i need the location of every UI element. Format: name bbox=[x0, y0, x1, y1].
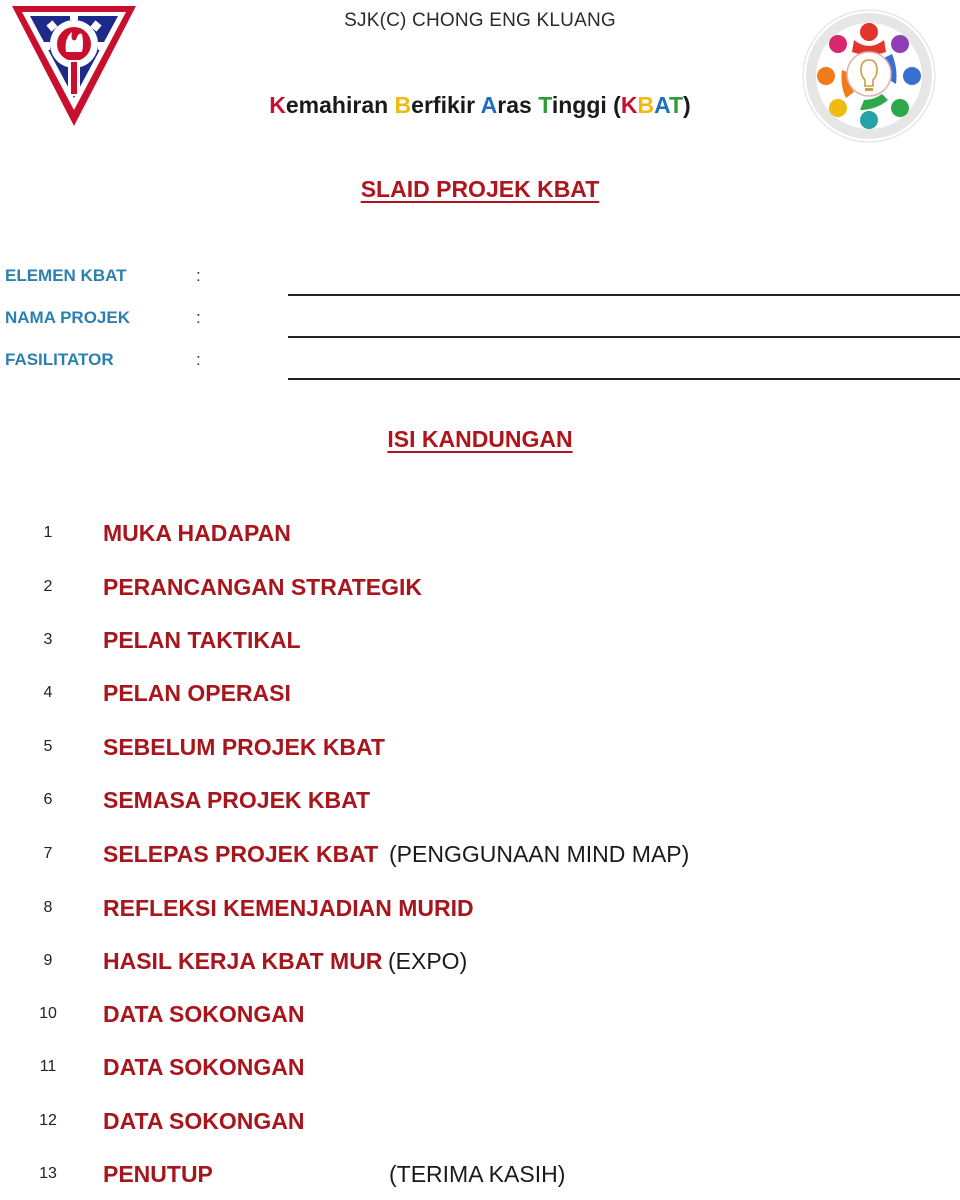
kbat-title-initial-b: B bbox=[394, 92, 412, 118]
kbat-title-word-2: erfikir bbox=[411, 92, 481, 118]
toc-item-title: PELAN OPERASI bbox=[103, 680, 291, 706]
field-colon: : bbox=[196, 350, 201, 369]
kbat-title-word-3: ras bbox=[497, 92, 539, 118]
toc-item-note: (EXPO) bbox=[388, 948, 468, 974]
toc-item-note: (TERIMA KASIH) bbox=[389, 1161, 566, 1187]
toc-number: 10 bbox=[39, 1005, 57, 1022]
nama-projek-line bbox=[288, 336, 960, 338]
toc-item-title: SEMASA PROJEK KBAT bbox=[103, 787, 371, 813]
toc-item-title: HASIL KERJA KBAT MUR bbox=[103, 948, 383, 974]
elemen-kbat-line bbox=[288, 294, 960, 296]
toc-item-title: REFLEKSI KEMENJADIAN MURID bbox=[103, 895, 474, 921]
toc-item-title: PERANCANGAN STRATEGIK bbox=[103, 574, 423, 600]
toc-item-title: DATA SOKONGAN bbox=[103, 1001, 305, 1027]
slaid-title: SLAID PROJEK KBAT bbox=[360, 176, 600, 202]
kbat-title-close: ) bbox=[683, 92, 691, 118]
school-name: SJK(C) CHONG ENG KLUANG bbox=[344, 10, 616, 31]
toc-number: 2 bbox=[43, 578, 53, 595]
toc-number: 5 bbox=[43, 738, 53, 755]
field-label-fasilitator: FASILITATOR bbox=[5, 350, 114, 369]
kbat-abbr-a: A bbox=[654, 92, 669, 118]
toc-number: 13 bbox=[39, 1165, 57, 1182]
isi-kandungan-title: ISI KANDUNGAN bbox=[387, 426, 573, 452]
field-colon: : bbox=[196, 266, 201, 285]
kbat-title-word-4: inggi ( bbox=[551, 92, 621, 118]
toc-number: 1 bbox=[43, 524, 53, 541]
toc-number: 8 bbox=[43, 899, 53, 916]
toc-item-title: PELAN TAKTIKAL bbox=[103, 627, 301, 653]
toc-item-title: SEBELUM PROJEK KBAT bbox=[103, 734, 385, 760]
toc-number: 4 bbox=[43, 684, 53, 701]
kbat-abbr-t: T bbox=[668, 92, 684, 118]
kbat-title-initial-t: T bbox=[538, 92, 552, 118]
kbat-title-word-1: emahiran bbox=[285, 92, 395, 118]
toc-item-title: DATA SOKONGAN bbox=[103, 1108, 305, 1134]
field-colon: : bbox=[196, 308, 201, 327]
kbat-abbr-k: K bbox=[620, 92, 638, 118]
toc-number: 12 bbox=[39, 1112, 57, 1129]
fasilitator-line bbox=[288, 378, 960, 380]
toc-number: 7 bbox=[43, 845, 53, 862]
toc-item-title: MUKA HADAPAN bbox=[103, 520, 291, 546]
toc-number: 9 bbox=[43, 952, 53, 969]
toc-item-title: PENUTUP bbox=[103, 1161, 213, 1187]
kbat-title-initial-a: A bbox=[480, 92, 498, 118]
kbat-title-initial-k: K bbox=[269, 92, 286, 118]
kbat-circle-logo-icon bbox=[800, 6, 938, 146]
toc-number: 6 bbox=[43, 791, 53, 808]
toc-item-title: DATA SOKONGAN bbox=[103, 1054, 305, 1080]
field-label-elemen-kbat: ELEMEN KBAT bbox=[5, 266, 127, 285]
kbat-abbr-b: B bbox=[637, 92, 655, 118]
toc-number: 11 bbox=[39, 1058, 57, 1075]
field-label-nama-projek: NAMA PROJEK bbox=[5, 308, 130, 327]
toc-number: 3 bbox=[43, 631, 53, 648]
toc-item-note: (PENGGUNAAN MIND MAP) bbox=[389, 841, 690, 867]
toc-item-title: SELEPAS PROJEK KBAT bbox=[103, 841, 379, 867]
